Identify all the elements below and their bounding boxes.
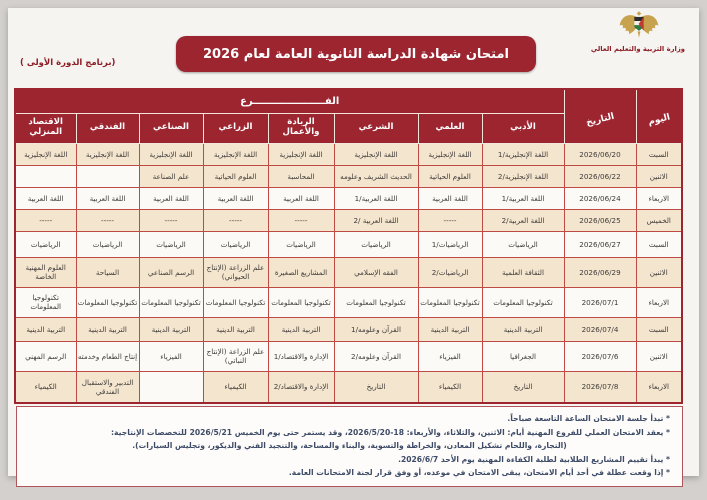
subject-cell: التاريخ bbox=[334, 371, 418, 403]
subject-cell: اللغة العربية bbox=[418, 187, 482, 209]
subject-cell: اللغة الإنجليزية bbox=[76, 143, 139, 165]
exam-schedule-table bbox=[14, 88, 683, 404]
subject-cell: اللغة العربية bbox=[76, 187, 139, 209]
branch-header: العلمي bbox=[418, 113, 482, 143]
subject-cell: التربية الدينية bbox=[139, 317, 203, 341]
subject-cell: الرياضيات bbox=[482, 231, 564, 257]
program-note: (برنامج الدورة الأولى ) bbox=[20, 58, 116, 68]
subject-cell: اللغة الإنجليزية bbox=[139, 143, 203, 165]
date-cell: 2026/07/8 bbox=[564, 371, 636, 403]
branch-header: الشرعي bbox=[334, 113, 418, 143]
subject-cell: اللغة العربية/1 bbox=[482, 187, 564, 209]
branch-header: الاقتصاد المنزلي bbox=[15, 113, 76, 143]
ministry-logo bbox=[590, 10, 685, 53]
day-cell: الاربعاء bbox=[636, 371, 682, 403]
subject-cell: الكيمياء bbox=[15, 371, 76, 403]
date-cell: 2026/06/27 bbox=[564, 231, 636, 257]
subject-cell: اللغة العربية bbox=[203, 187, 268, 209]
subject-cell: تكنولوجيا المعلومات bbox=[268, 287, 334, 317]
subject-cell: التربية الدينية bbox=[482, 317, 564, 341]
footnote-line: * تبدأ جلسة الامتحان الساعة التاسعة صباحاً. bbox=[507, 414, 670, 423]
day-cell: الاربعاء bbox=[636, 287, 682, 317]
date-cell: 2026/07/4 bbox=[564, 317, 636, 341]
subject-cell: اللغة الإنجليزية bbox=[418, 143, 482, 165]
date-cell: 2026/06/22 bbox=[564, 165, 636, 187]
subject-cell: الرياضيات/2 bbox=[418, 257, 482, 287]
footnotes-box bbox=[16, 406, 683, 487]
subject-cell: التربية الدينية bbox=[268, 317, 334, 341]
subject-cell: اللغة العربية bbox=[139, 187, 203, 209]
date-cell: 2026/06/20 bbox=[564, 143, 636, 165]
table-row bbox=[15, 371, 682, 403]
footnote-line: * يبدأ تقييم المشاريع الطلابية لطلبة الكفاءة المهنية يوم الأحد 2026/6/7. bbox=[398, 454, 670, 464]
subject-cell: اللغة العربية/2 bbox=[482, 209, 564, 231]
subject-cell: ----- bbox=[139, 209, 203, 231]
subject-cell: الرياضيات/1 bbox=[418, 231, 482, 257]
day-cell: الاثنين bbox=[636, 165, 682, 187]
subject-cell: تكنولوجيا المعلومات bbox=[76, 287, 139, 317]
subject-cell: الرسم الصناعي bbox=[139, 257, 203, 287]
subject-cell: الرياضيات bbox=[334, 231, 418, 257]
subject-cell: إنتاج الطعام وخدمته bbox=[76, 341, 139, 371]
subject-cell: الإدارة والاقتصاد/2 bbox=[268, 371, 334, 403]
day-column-header: اليوم bbox=[636, 89, 682, 143]
subject-cell: الفقه الإسلامي bbox=[334, 257, 418, 287]
subject-cell: الحديث الشريف وعلومه bbox=[334, 165, 418, 187]
subject-cell bbox=[76, 165, 139, 187]
subject-cell: تكنولوجيا المعلومات bbox=[482, 287, 564, 317]
subject-cell: علم الزراعة (الإنتاج الحيواني) bbox=[203, 257, 268, 287]
subject-cell: التربية الدينية bbox=[418, 317, 482, 341]
day-cell: السبت bbox=[636, 143, 682, 165]
subject-cell: المشاريع الصغيرة bbox=[268, 257, 334, 287]
day-cell: الاثنين bbox=[636, 341, 682, 371]
subject-cell bbox=[15, 165, 76, 187]
table-row bbox=[15, 187, 682, 209]
subject-cell: الفيزياء bbox=[418, 341, 482, 371]
subject-cell: اللغة الإنجليزية/1 bbox=[482, 143, 564, 165]
date-cell: 2026/07/6 bbox=[564, 341, 636, 371]
schedule-body bbox=[15, 143, 682, 403]
subject-cell bbox=[139, 371, 203, 403]
subject-cell: الجغرافيا bbox=[482, 341, 564, 371]
subject-cell: الكيمياء bbox=[203, 371, 268, 403]
footnote-line: (التجارة، واللحام تشكيل المعادن، والخراطة والتسوية، والبناء والمساحة، والتنجيد الفني والديكور، وتجليس السيارات). bbox=[132, 441, 567, 451]
subject-cell: اللغة الإنجليزية/2 bbox=[482, 165, 564, 187]
document-card bbox=[8, 8, 699, 476]
day-cell: السبت bbox=[636, 317, 682, 341]
subject-cell: ----- bbox=[268, 209, 334, 231]
subject-cell: الرياضيات bbox=[268, 231, 334, 257]
subject-cell: تكنولوجيا المعلومات bbox=[418, 287, 482, 317]
day-cell: الخميس bbox=[636, 209, 682, 231]
subject-cell: اللغة العربية /2 bbox=[334, 209, 418, 231]
date-cell: 2026/06/29 bbox=[564, 257, 636, 287]
footnote-line: * إذا وقعت عطلة في أحد أيام الامتحان، يبقى الامتحان في موعده، أو وفق قرار لجنة الامتحانات العامة. bbox=[288, 468, 670, 478]
subject-cell: العلوم الحياتية bbox=[203, 165, 268, 187]
subject-cell: السياحة bbox=[76, 257, 139, 287]
subject-cell: التربية الدينية bbox=[203, 317, 268, 341]
subject-cell: التربية الدينية bbox=[15, 317, 76, 341]
day-cell: السبت bbox=[636, 231, 682, 257]
table-header-row-1 bbox=[15, 89, 682, 113]
subject-cell: الفيزياء bbox=[139, 341, 203, 371]
table-row bbox=[15, 143, 682, 165]
subject-cell: الرياضيات bbox=[15, 231, 76, 257]
date-cell: 2026/06/24 bbox=[564, 187, 636, 209]
subject-cell: الرياضيات bbox=[139, 231, 203, 257]
subject-cell: الكيمياء bbox=[418, 371, 482, 403]
branch-header: الفندقي bbox=[76, 113, 139, 143]
day-cell: الاثنين bbox=[636, 257, 682, 287]
ministry-name: وزارة التربية والتعليم العالي bbox=[590, 45, 685, 53]
subject-cell: العلوم المهنية الخاصة bbox=[15, 257, 76, 287]
subject-cell: اللغة الإنجليزية bbox=[15, 143, 76, 165]
table-row bbox=[15, 341, 682, 371]
table-row bbox=[15, 287, 682, 317]
table-row bbox=[15, 231, 682, 257]
subject-cell: الرياضيات bbox=[203, 231, 268, 257]
branch-header: الصناعي bbox=[139, 113, 203, 143]
subject-cell: التربية الدينية bbox=[76, 317, 139, 341]
subject-cell: المحاسبة bbox=[268, 165, 334, 187]
subject-cell: التدبير والاستقبال الفندقي bbox=[76, 371, 139, 403]
subject-cell: تكنولوجيا المعلومات bbox=[139, 287, 203, 317]
subject-cell: علم الصناعة bbox=[139, 165, 203, 187]
subject-cell: ----- bbox=[418, 209, 482, 231]
subject-cell: تكنولوجيا المعلومات bbox=[203, 287, 268, 317]
subject-cell: علم الزراعة (الإنتاج النباتي) bbox=[203, 341, 268, 371]
subject-cell: اللغة العربية bbox=[268, 187, 334, 209]
subject-cell: اللغة الإنجليزية bbox=[203, 143, 268, 165]
date-cell: 2026/07/1 bbox=[564, 287, 636, 317]
subject-cell: العلوم الحياتية bbox=[418, 165, 482, 187]
subject-cell: التاريخ bbox=[482, 371, 564, 403]
branch-group-header: الفـــــــــــــــــــــرع bbox=[15, 89, 564, 113]
day-cell: الاربعاء bbox=[636, 187, 682, 209]
branch-header: الأدبي bbox=[482, 113, 564, 143]
subject-cell: ----- bbox=[203, 209, 268, 231]
branch-header: الزراعي bbox=[203, 113, 268, 143]
branch-header: الريادة والأعمال bbox=[268, 113, 334, 143]
subject-cell: تكنولوجيا المعلومات bbox=[15, 287, 76, 317]
subject-cell: القرآن وعلومه/1 bbox=[334, 317, 418, 341]
subject-cell: تكنولوجيا المعلومات bbox=[334, 287, 418, 317]
subject-cell: الرياضيات bbox=[76, 231, 139, 257]
subject-cell: الإدارة والاقتصاد/1 bbox=[268, 341, 334, 371]
table-row bbox=[15, 317, 682, 341]
table-row bbox=[15, 165, 682, 187]
subject-cell: القرآن وعلومه/2 bbox=[334, 341, 418, 371]
page-title: امتحان شهادة الدراسة الثانوية العامة لعام 2026 bbox=[203, 46, 509, 62]
title-banner bbox=[176, 36, 536, 72]
subject-cell: الثقافة العلمية bbox=[482, 257, 564, 287]
date-cell: 2026/06/25 bbox=[564, 209, 636, 231]
subject-cell: ----- bbox=[15, 209, 76, 231]
subject-cell: ----- bbox=[76, 209, 139, 231]
footnote-line: * يعقد الامتحان العملي للفروع المهنية أيام: الاثنين، والثلاثاء، والأربعاء: 18-2026/5/20، وقد يستمر حتى يوم الخميس 2026/5/21 للتخصصات الإنتاجية: bbox=[111, 427, 670, 437]
table-row bbox=[15, 257, 682, 287]
subject-cell: اللغة الإنجليزية bbox=[334, 143, 418, 165]
subject-cell: الرسم المهني bbox=[15, 341, 76, 371]
eagle-emblem-icon bbox=[616, 10, 662, 44]
subject-cell: اللغة العربية/1 bbox=[334, 187, 418, 209]
table-row bbox=[15, 209, 682, 231]
subject-cell: اللغة الإنجليزية bbox=[268, 143, 334, 165]
date-column-header: التاريخ bbox=[564, 89, 636, 143]
subject-cell: اللغة العربية bbox=[15, 187, 76, 209]
